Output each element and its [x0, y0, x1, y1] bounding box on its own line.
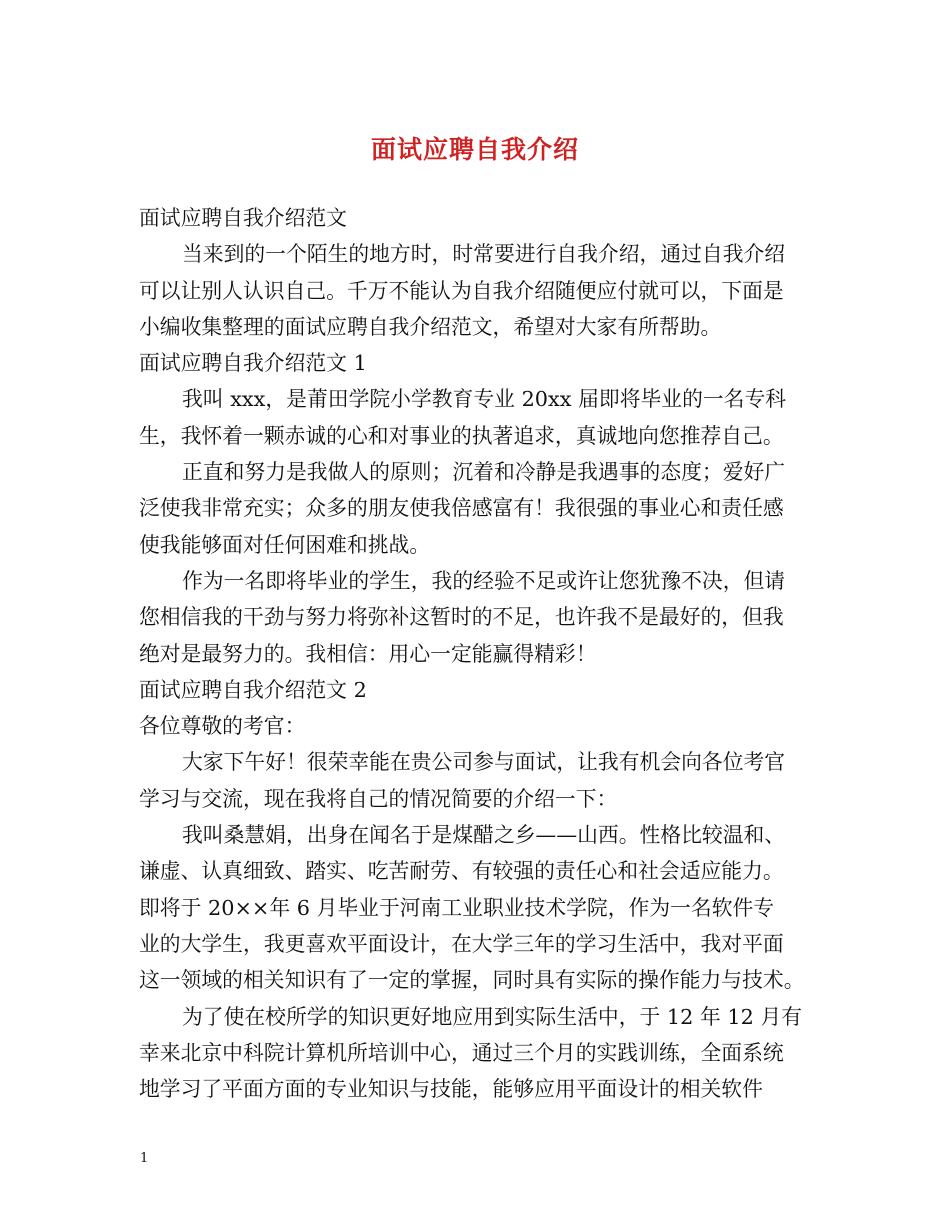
- text-line: 生，我怀着一颗赤诚的心和对事业的执著追求，真诚地向您推荐自己。: [139, 423, 784, 448]
- page-number: 1: [140, 1151, 149, 1166]
- text-line: 您相信我的干劲与努力将弥补这暂时的不足，也许我不是最好的，但我: [139, 605, 784, 630]
- text-line: 这一领域的相关知识有了一定的掌握，同时具有实际的操作能力与技术。: [139, 968, 805, 993]
- text-line: 绝对是最努力的。我相信：用心一定能赢得精彩！: [139, 641, 597, 666]
- text-line: 为了使在校所学的知识更好地应用到实际生活中，于 12 年 12 月有: [182, 1004, 803, 1029]
- text-line: 面试应聘自我介绍范文 1: [139, 351, 367, 376]
- text-line: 泛使我非常充实；众多的朋友使我倍感富有！我很强的事业心和责任感: [139, 496, 784, 521]
- text-line: 我叫 xxx，是莆田学院小学教育专业 20xx 届即将毕业的一名专科: [182, 387, 787, 412]
- text-line: 面试应聘自我介绍范文 2: [139, 677, 367, 702]
- text-line: 谦虚、认真细致、踏实、吃苦耐劳、有较强的责任心和社会适应能力。: [139, 859, 784, 884]
- text-line: 当来到的一个陌生的地方时，时常要进行自我介绍，通过自我介绍: [182, 242, 786, 267]
- text-line: 我叫桑慧娟，出身在闻名于是煤醋之乡——山西。性格比较温和、: [182, 823, 786, 848]
- text-line: 作为一名即将毕业的学生，我的经验不足或许让您犹豫不决，但请: [182, 568, 786, 593]
- text-line: 即将于 20××年 6 月毕业于河南工业职业技术学院，作为一名软件专: [139, 895, 775, 920]
- text-line: 学习与交流，现在我将自己的情况简要的介绍一下：: [139, 786, 618, 811]
- text-line: 地学习了平面方面的专业知识与技能，能够应用平面设计的相关软件: [139, 1077, 763, 1102]
- text-line: 业的大学生，我更喜欢平面设计，在大学三年的学习生活中，我对平面: [139, 931, 784, 956]
- text-line: 小编收集整理的面试应聘自我介绍范文，希望对大家有所帮助。: [139, 314, 722, 339]
- document-title: 面试应聘自我介绍: [370, 135, 579, 164]
- text-line: 可以让别人认识自己。千万不能认为自我介绍随便应付就可以，下面是: [139, 278, 784, 303]
- text-line: 正直和努力是我做人的原则；沉着和冷静是我遇事的态度；爱好广: [182, 460, 786, 485]
- document-body: [139, 200, 819, 1107]
- text-line: 使我能够面对任何困难和挑战。: [139, 532, 431, 557]
- text-line: 各位尊敬的考官：: [139, 714, 306, 739]
- text-line: 大家下午好！很荣幸能在贵公司参与面试，让我有机会向各位考官: [182, 750, 786, 775]
- text-line: 面试应聘自我介绍范文: [139, 206, 347, 230]
- text-line: 幸来北京中科院计算机所培训中心，通过三个月的实践训练，全面系统: [139, 1040, 784, 1065]
